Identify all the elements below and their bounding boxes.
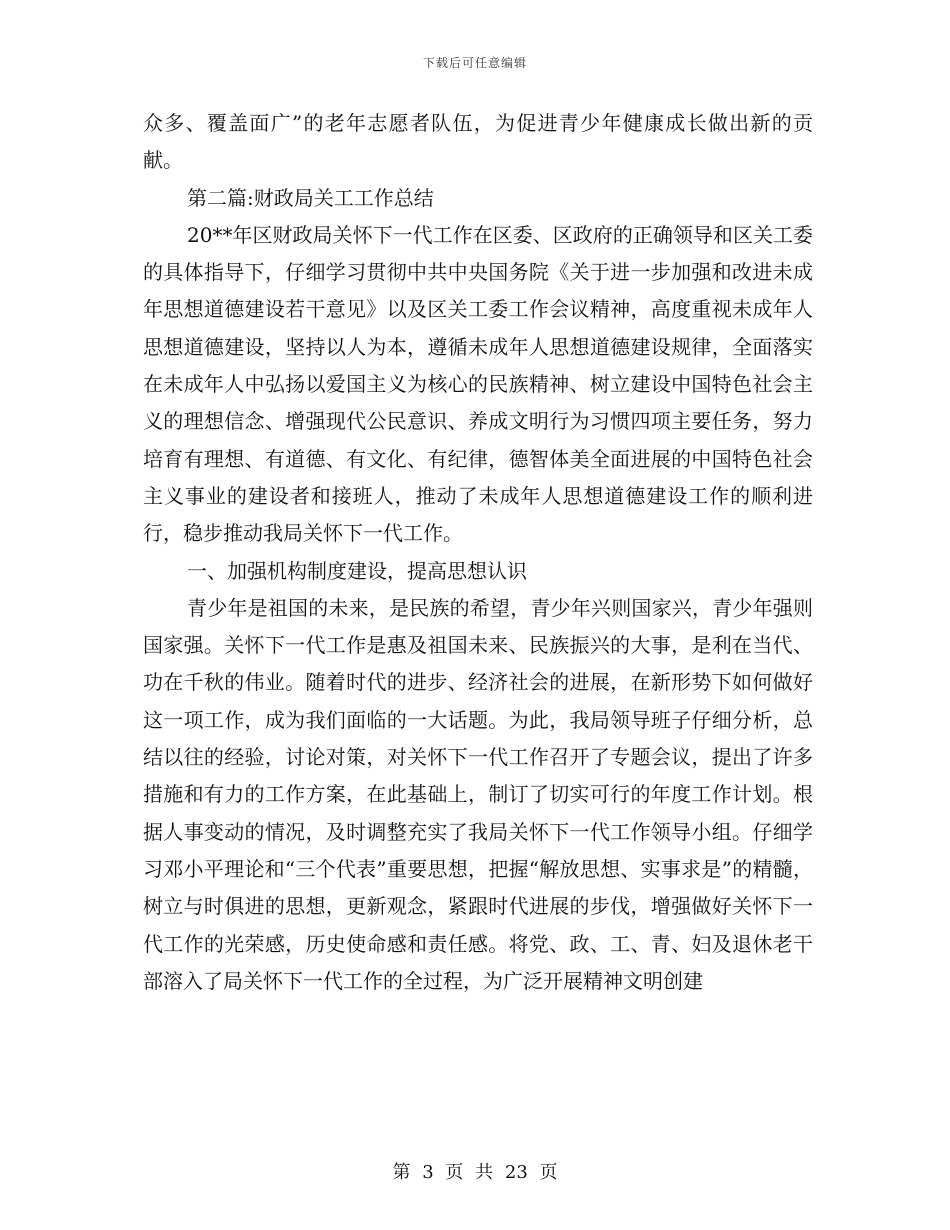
header-note: 下载后可任意编辑 [422, 56, 527, 70]
footer-label-total: 共 [475, 1162, 494, 1183]
section-title-chapter-two: 第二篇:财政局关工工作总结 [187, 185, 434, 210]
footer-current-page: 3 [422, 1162, 434, 1183]
section-heading-one: 一、加强机构制度建设，提高思想认识 [187, 558, 527, 583]
paragraph-section-one: 青少年是祖国的未来，是民族的希望，青少年兴则国家兴，青少年强则国家强。关怀下一代工作是惠及祖国未来、民族振兴的大事，是利在当代、功在千秋的伟业。随着时代的进步、经济社会的进展，在新形势下如何做好这一项工作，成为我们面临的一大话题。为此，我局领导班子仔细分析，总结以往的经验，讨论对策，对关怀下一代工作召开了专题会议，提出了许多措施和有力的工作方案，在此基础上，制订了切实可行的年度工作计划。根据人事变动的情况，及时调整充实了我局关怀下一代工作领导小组。仔细学习邓小平理论和“三个代表”重要思想，把握“解放思想、实事求是”的精髓，树立与时俱进的思想，更新观念，紧跟时代进展的步伐，增强做好关怀下一代工作的光荣感，历史使命感和责任感。将党、政、工、青、妇及退休老干部溶入了局关怀下一代工作的全过程，为广泛开展精神文明创建 [143, 595, 813, 993]
footer-label-page: 第 [392, 1162, 411, 1183]
footer-label-total-unit: 页 [539, 1162, 558, 1183]
page-footer [0, 1158, 950, 1184]
document-body [143, 105, 813, 1000]
paragraph-intro: 20**年区财政局关怀下一代工作在区委、区政府的正确领导和区关工委的具体指导下，仔细学习贯彻中共中央国务院《关于进一步加强和改进未成年思想道德建设若干意见》以及区关工委工作会议精神，高度重视未成年人思想道德建设，坚持以人为本，遵循未成年人思想道德建设规律，全面落实在未成年人中弘扬以爱国主义为核心的民族精神、树立建设中国特色社会主义的理想信念、增强现代公民意识、养成文明行为习惯四项主要任务，努力培育有理想、有道德、有文化、有纪律，德智体美全面进展的中国特色社会主义事业的建设者和接班人，推动了未成年人思想道德建设工作的顺利进行，稳步推动我局关怀下一代工作。 [143, 222, 813, 546]
paragraph-continuation: 众多、覆盖面广”的老年志愿者队伍，为促进青少年健康成长做出新的贡献。 [143, 111, 813, 173]
footer-total-pages: 23 [504, 1162, 528, 1183]
footer-label-page-unit: 页 [445, 1162, 464, 1183]
